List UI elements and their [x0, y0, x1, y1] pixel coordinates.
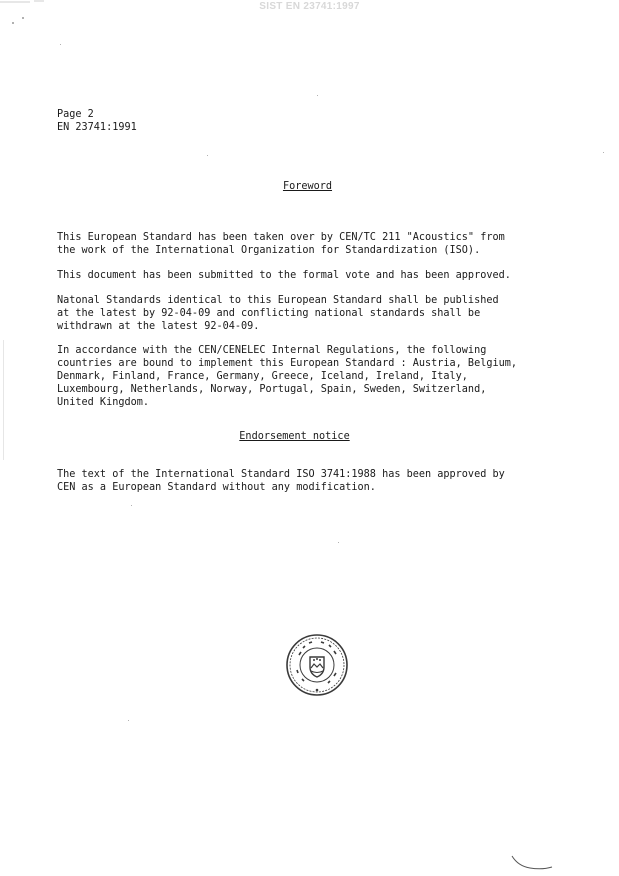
- endorsement-paragraph: The text of the International Standard ISO 3741:1988 has been approved by CEN as a European Standard without any modification.: [57, 469, 505, 493]
- scan-speck: [22, 17, 24, 19]
- foreword-paragraph-2: This document has been submitted to the formal vote and has been approved.: [57, 270, 511, 281]
- scan-speck: [317, 95, 318, 96]
- watermark: SIST EN 23741:1997: [259, 1, 360, 12]
- foreword-paragraph-1: This European Standard has been taken over by CEN/TC 211 "Acoustics" from the work of the International Organization for Standardization (ISO).: [57, 232, 505, 256]
- official-seal-stamp-icon: [285, 633, 349, 697]
- page-number: Page 2: [57, 109, 94, 120]
- scan-speck: [131, 505, 132, 506]
- scan-pen-stroke: [510, 854, 554, 872]
- foreword-heading: Foreword: [282, 181, 333, 192]
- scan-speck: [207, 155, 208, 156]
- scan-speck: [603, 152, 604, 153]
- scan-speck: [12, 22, 14, 24]
- foreword-paragraph-4: In accordance with the CEN/CENELEC Internal Regulations, the following countries are bound to implement this European Standard : Austria, Belgium, Denmark, Finland, France, Germany, Greece, Iceland, Ireland, Italy, Luxembourg, Netherlands, Norway, Portugal, Spain, Sweden, Switzerland, United Kingdom.: [57, 345, 518, 408]
- document-id: EN 23741:1991: [57, 122, 137, 133]
- foreword-paragraph-3: Natonal Standards identical to this European Standard shall be published at the latest by 92-04-09 and conflicting national standards shall be withdrawn at the latest 92-04-09.: [57, 295, 499, 332]
- scan-edge-line: [3, 340, 4, 460]
- page-header: [57, 108, 137, 134]
- endorsement-heading: Endorsement notice: [239, 431, 350, 442]
- scan-speck: [128, 720, 129, 721]
- scan-speck: [338, 542, 339, 543]
- scan-edge-mark: [0, 0, 60, 6]
- scan-speck: [60, 44, 61, 45]
